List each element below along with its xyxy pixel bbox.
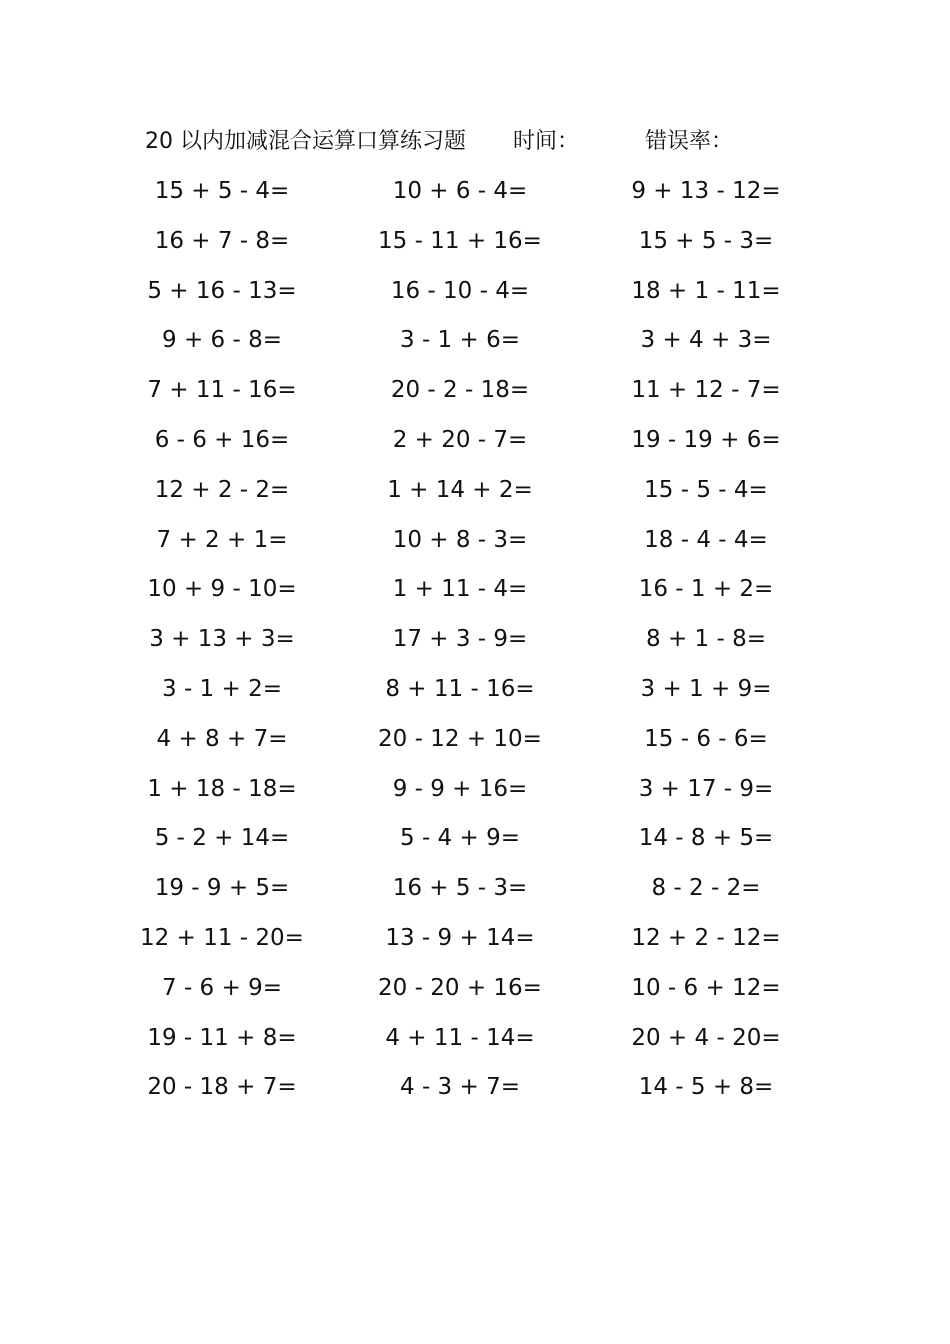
arithmetic-problem: 3 - 1 + 2= — [162, 675, 282, 702]
arithmetic-problem: 15 + 5 - 3= — [638, 227, 774, 254]
arithmetic-problem: 4 - 3 + 7= — [400, 1074, 520, 1101]
problem-row — [0, 865, 950, 915]
arithmetic-problem: 9 - 9 + 16= — [392, 775, 528, 802]
arithmetic-problem: 18 - 4 - 4= — [644, 526, 768, 553]
problem-row — [0, 716, 950, 766]
arithmetic-problem: 8 + 11 - 16= — [385, 675, 535, 702]
problem-row — [0, 417, 950, 467]
arithmetic-problem: 13 - 9 + 14= — [385, 924, 535, 951]
problem-row — [0, 666, 950, 716]
problem-row — [0, 566, 950, 616]
arithmetic-problem: 4 + 11 - 14= — [385, 1024, 535, 1051]
arithmetic-problem: 12 + 11 - 20= — [140, 924, 304, 951]
arithmetic-problem: 4 + 8 + 7= — [156, 725, 288, 752]
problem-row — [0, 815, 950, 865]
arithmetic-problem: 8 - 2 - 2= — [651, 875, 761, 902]
arithmetic-problem: 16 - 10 - 4= — [390, 277, 530, 304]
arithmetic-problem: 10 - 6 + 12= — [631, 974, 781, 1001]
arithmetic-problem: 1 + 14 + 2= — [387, 476, 533, 503]
worksheet-title: 20 以内加减混合运算口算练习题 — [145, 129, 466, 154]
arithmetic-problem: 3 + 13 + 3= — [149, 626, 295, 653]
arithmetic-problem: 14 - 5 + 8= — [638, 1074, 774, 1101]
arithmetic-problem: 14 - 8 + 5= — [638, 825, 774, 852]
arithmetic-problem: 12 + 2 - 2= — [154, 476, 290, 503]
arithmetic-problem: 20 - 12 + 10= — [378, 725, 542, 752]
arithmetic-problem: 11 + 12 - 7= — [631, 377, 781, 404]
problem-row — [0, 317, 950, 367]
problem-row — [0, 616, 950, 666]
arithmetic-problem: 9 + 13 - 12= — [631, 178, 781, 204]
arithmetic-problem: 2 + 20 - 7= — [392, 426, 528, 453]
arithmetic-problem: 16 - 1 + 2= — [638, 576, 774, 603]
arithmetic-problem: 10 + 8 - 3= — [392, 526, 528, 553]
arithmetic-problem: 15 - 5 - 4= — [644, 476, 768, 503]
arithmetic-problem: 6 - 6 + 16= — [154, 426, 290, 453]
problem-row — [0, 965, 950, 1015]
arithmetic-problem: 7 + 11 - 16= — [147, 377, 297, 404]
arithmetic-problem: 5 + 16 - 13= — [147, 277, 297, 304]
arithmetic-problem: 3 + 4 + 3= — [640, 327, 772, 354]
problem-row — [0, 268, 950, 318]
problem-row — [0, 168, 950, 218]
arithmetic-problem: 17 + 3 - 9= — [392, 626, 528, 653]
problem-row — [0, 367, 950, 417]
arithmetic-problem: 1 + 18 - 18= — [147, 775, 297, 802]
arithmetic-problem: 16 + 7 - 8= — [154, 227, 290, 254]
arithmetic-problem: 20 - 20 + 16= — [378, 974, 542, 1001]
arithmetic-problem: 20 + 4 - 20= — [631, 1024, 781, 1051]
arithmetic-problem: 10 + 6 - 4= — [392, 178, 528, 204]
arithmetic-problem: 15 + 5 - 4= — [154, 178, 290, 204]
arithmetic-problem: 15 - 11 + 16= — [378, 227, 542, 254]
problem-row — [0, 915, 950, 965]
arithmetic-problem: 12 + 2 - 12= — [631, 924, 781, 951]
problem-row — [0, 467, 950, 517]
problem-row — [0, 218, 950, 268]
problem-row — [0, 1015, 950, 1065]
arithmetic-problem: 9 + 6 - 8= — [162, 327, 282, 354]
arithmetic-problem: 19 - 11 + 8= — [147, 1024, 297, 1051]
arithmetic-problem: 7 + 2 + 1= — [156, 526, 288, 553]
arithmetic-problem: 16 + 5 - 3= — [392, 875, 528, 902]
arithmetic-problem: 1 + 11 - 4= — [392, 576, 528, 603]
arithmetic-problem: 15 - 6 - 6= — [644, 725, 768, 752]
arithmetic-problem: 3 - 1 + 6= — [400, 327, 520, 354]
arithmetic-problem: 5 - 4 + 9= — [400, 825, 520, 852]
arithmetic-problem: 19 - 9 + 5= — [154, 875, 290, 902]
problem-row — [0, 766, 950, 816]
problem-row — [0, 517, 950, 567]
arithmetic-problem: 7 - 6 + 9= — [162, 974, 282, 1001]
arithmetic-problem: 10 + 9 - 10= — [147, 576, 297, 603]
arithmetic-problem: 8 + 1 - 8= — [646, 626, 766, 653]
error-rate-label: 错误率： — [645, 129, 734, 154]
arithmetic-problem: 20 - 18 + 7= — [147, 1074, 297, 1101]
problem-row — [0, 1064, 950, 1114]
arithmetic-problem: 19 - 19 + 6= — [631, 426, 781, 453]
worksheet-header — [0, 124, 950, 160]
arithmetic-problem: 18 + 1 - 11= — [631, 277, 781, 304]
problem-grid — [0, 168, 950, 1114]
arithmetic-problem: 3 + 17 - 9= — [638, 775, 774, 802]
arithmetic-problem: 20 - 2 - 18= — [390, 377, 530, 404]
arithmetic-problem: 3 + 1 + 9= — [640, 675, 772, 702]
arithmetic-problem: 5 - 2 + 14= — [154, 825, 290, 852]
time-label: 时间： — [513, 129, 580, 154]
